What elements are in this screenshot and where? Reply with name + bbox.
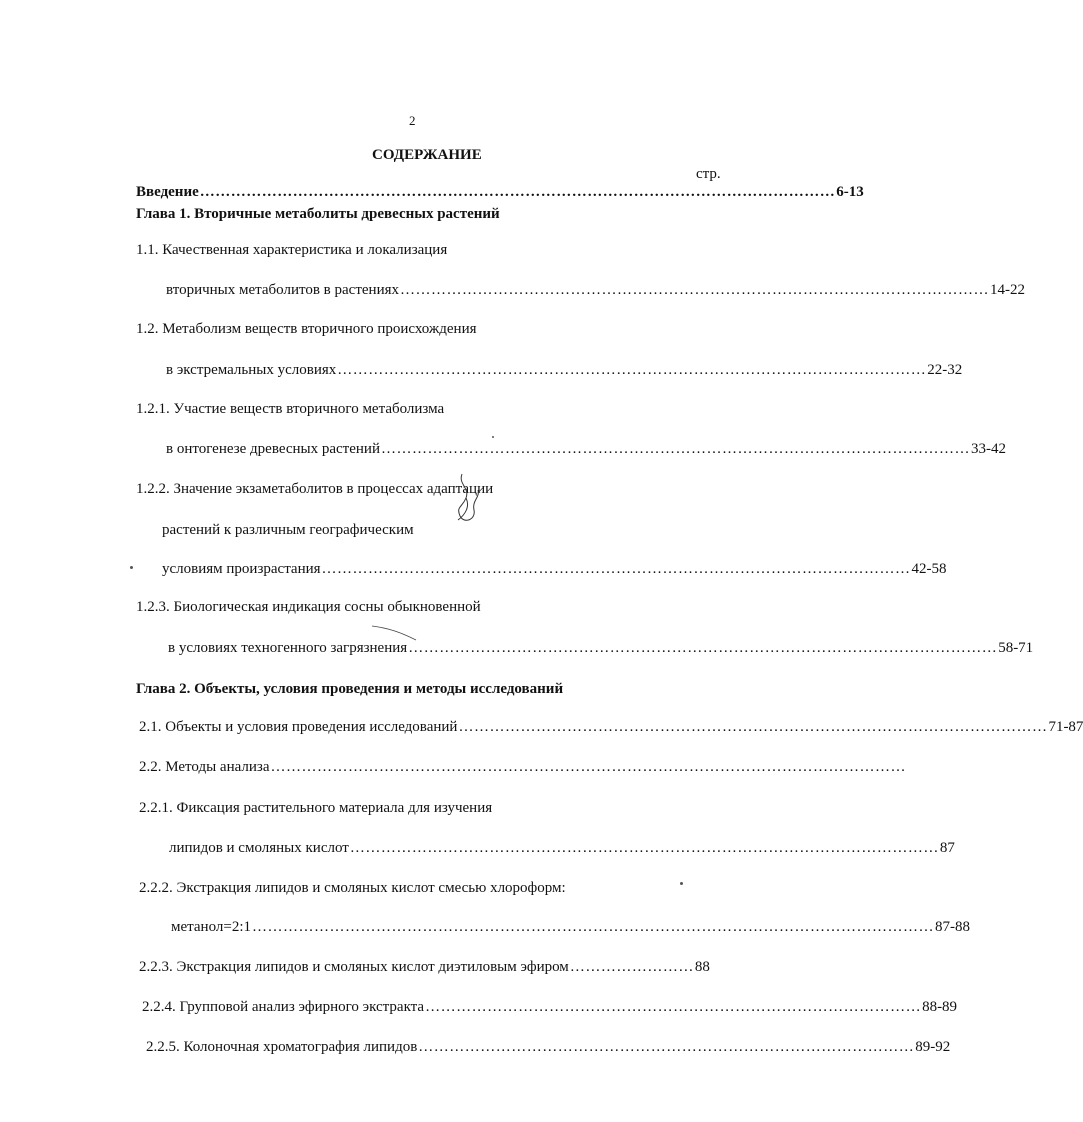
toc-entry-pages: 89-92 <box>915 1039 951 1055</box>
dot-leader: …………………………………………………………………………………… <box>425 999 922 1015</box>
toc-entry-pages: 33-42 <box>970 441 1006 457</box>
toc-entry-1-2-2[interactable]: 1.2.2. Значение экзаметаболитов в процессах адаптации <box>136 481 494 497</box>
toc-entry-pages: 87-88 <box>935 919 970 935</box>
toc-entry-1-1[interactable]: 1.1. Качественная характеристика и локализация <box>136 242 448 258</box>
toc-entry-2-2-2[interactable]: 2.2.2. Экстракция липидов и смоляных кислот смесью хлороформ: <box>139 880 566 896</box>
pen-stroke-mark <box>370 622 420 642</box>
toc-entry-pages: 71-87 <box>1048 719 1083 735</box>
toc-entry-pages: 87 <box>939 840 955 856</box>
toc-entry-1-2-1[interactable]: 1.2.1. Участие веществ вторичного метаболизма <box>136 401 445 417</box>
toc-entry-1-2-1-cont[interactable] <box>166 440 1006 458</box>
page-title: СОДЕРЖАНИЕ <box>372 147 482 163</box>
toc-entry-2-2-4[interactable] <box>142 998 958 1016</box>
toc-entry-1-1-cont[interactable] <box>166 281 1025 299</box>
toc-entry-2-1[interactable] <box>139 718 1083 736</box>
toc-entry-1-2-cont[interactable] <box>166 361 963 379</box>
toc-entry-introduction[interactable] <box>136 183 864 201</box>
dot-leader: …………………………………………………………………………………………………………………… <box>252 919 934 935</box>
toc-entry-pages: 58-71 <box>998 640 1034 656</box>
dot-leader: …………………… <box>569 959 694 975</box>
dot-leader: …………………………………………………………………………………………………… <box>458 719 1048 735</box>
dot-leader: …………………………………………………………………………………………………… <box>337 362 927 378</box>
toc-entry-label: условиям произрастания <box>162 561 321 577</box>
pen-squiggle-mark <box>440 470 490 535</box>
toc-chapter-2[interactable]: Глава 2. Объекты, условия проведения и методы исследований <box>136 681 564 697</box>
toc-entry-label: 2.2. Методы анализа <box>139 759 270 775</box>
toc-entry-1-2-2-cont[interactable]: растений к различным географическим <box>162 522 414 538</box>
toc-entry-2-2-5[interactable] <box>146 1038 951 1056</box>
toc-entry-2-2[interactable] <box>139 758 907 776</box>
toc-entry-pages: 42-58 <box>911 561 947 577</box>
toc-entry-label: липидов и смоляных кислот <box>169 840 349 856</box>
toc-entry-2-2-1-cont[interactable] <box>169 839 955 857</box>
toc-entry-1-2[interactable]: 1.2. Метаболизм веществ вторичного происхождения <box>136 321 477 337</box>
toc-entry-pages: 6-13 <box>836 184 864 200</box>
dot-leader: …………………………………………………………………………………………………………… <box>270 759 907 775</box>
scan-speck <box>130 566 133 569</box>
toc-entry-label: Введение <box>136 184 199 200</box>
toc-entry-1-2-3-cont[interactable] <box>168 639 1034 657</box>
toc-entry-label: вторичных метаболитов в растениях <box>166 282 399 298</box>
toc-entry-pages: 88-89 <box>922 999 958 1015</box>
toc-entry-pages: 14-22 <box>990 282 1025 298</box>
toc-entry-label: в условиях техногенного загрязнения <box>168 640 408 656</box>
scan-speck <box>492 436 494 438</box>
dot-leader: …………………………………………………………………………………………………… <box>321 561 911 577</box>
toc-entry-2-2-3[interactable] <box>139 958 708 976</box>
column-header: стр. <box>696 166 721 182</box>
toc-entry-2-2-1[interactable]: 2.2.1. Фиксация растительного материала для изучения <box>139 800 493 816</box>
toc-entry-label: 2.2.3. Экстракция липидов и смоляных кислот диэтиловым эфиром <box>139 959 569 975</box>
toc-entry-pages: 88 <box>694 959 710 975</box>
toc-entry-2-2-2-cont[interactable] <box>171 918 970 936</box>
toc-entry-label: 2.1. Объекты и условия проведения исследований <box>139 719 458 735</box>
toc-entry-label: 2.2.4. Групповой анализ эфирного экстракта <box>142 999 425 1015</box>
toc-entry-label: в экстремальных условиях <box>166 362 337 378</box>
dot-leader: …………………………………………………………………………………………………… <box>349 840 939 856</box>
toc-chapter-1[interactable]: Глава 1. Вторичные метаболиты древесных растений <box>136 206 500 222</box>
toc-entry-label: 2.2.5. Колоночная хроматография липидов <box>146 1039 418 1055</box>
dot-leader: …………………………………………………………………………………… <box>418 1039 915 1055</box>
toc-entry-1-2-3[interactable]: 1.2.3. Биологическая индикация сосны обыкновенной <box>136 599 481 615</box>
dot-leader: …………………………………………………………………………………………………… <box>380 441 970 457</box>
scan-speck <box>680 882 683 885</box>
page-number: 2 <box>409 113 416 128</box>
toc-entry-label: метанол=2:1 <box>171 919 251 935</box>
dot-leader: …………………………………………………………………………………………………… <box>400 282 989 298</box>
dot-leader: …………………………………………………………………………………………………………… <box>199 184 836 200</box>
toc-entry-label: в онтогенезе древесных растений <box>166 441 380 457</box>
dot-leader: …………………………………………………………………………………………………… <box>408 640 998 656</box>
toc-entry-pages: 22-32 <box>927 362 963 378</box>
toc-entry-1-2-2-cont2[interactable] <box>162 560 947 578</box>
